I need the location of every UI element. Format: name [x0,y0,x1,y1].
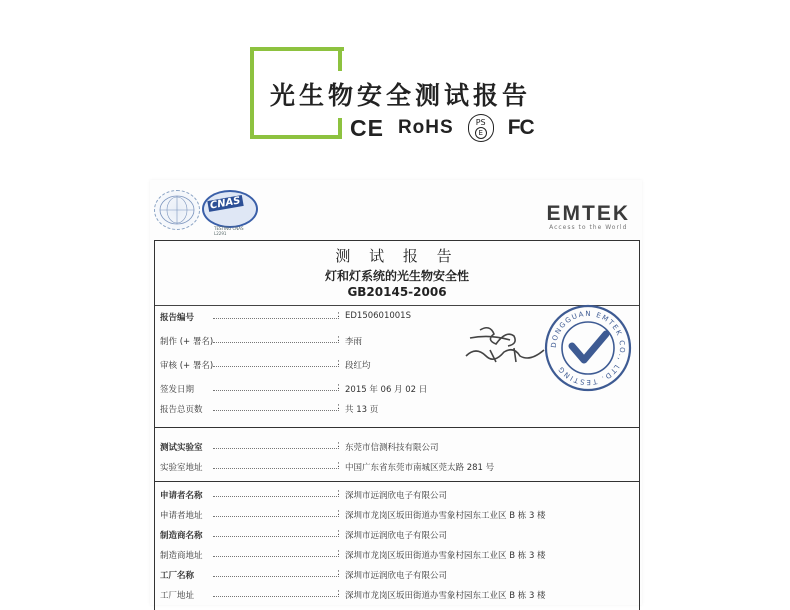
field-row: 申请者地址 : 深圳市龙岗区坂田街道办雪象村园东工业区 B 栋 3 楼 [160,508,546,521]
report-sheet [150,180,642,605]
field-row: 制作 (+ 署名) : 李雨 [160,334,363,347]
report-standard: GB20145-2006 [347,285,447,299]
field-row: 工厂地址 : 深圳市龙岗区坂田街道办雪象村园东工业区 B 栋 3 楼 [160,588,546,601]
section-divider [155,481,639,482]
report-subtitle: 灯和灯系统的光生物安全性 [324,269,469,283]
emtek-tagline: Access to the World [549,224,628,231]
field-row: 实验室地址 : 中国广东省东莞市南城区莞太路 281 号 [160,460,495,473]
field-row: 审核 (+ 署名) : 段红均 [160,358,371,371]
pse-mark-top: PS [475,117,486,127]
field-label: 工厂地址 [160,591,195,601]
field-value: 段红均 [345,361,371,371]
field-value: 东莞市信测科技有限公司 [345,443,439,453]
ilac-mra-logo-icon [154,190,200,230]
pse-mark-icon [468,114,494,142]
field-label: 制造商名称 [160,531,203,541]
field-label: 制造商地址 [160,551,203,561]
field-label: 申请者名称 [160,491,203,501]
bracket-edge-top [338,47,342,71]
field-value: 深圳市龙岗区坂田街道办雪象村园东工业区 B 栋 3 楼 [345,511,546,521]
company-seal-icon [542,302,634,394]
field-row: 签发日期 : 2015 年 06 月 02 日 [160,382,428,395]
field-row: 申请者名称 : 深圳市远润欣电子有限公司 [160,488,448,501]
field-row: 制造商地址 : 深圳市龙岗区坂田街道办雪象村园东工业区 B 栋 3 楼 [160,548,546,561]
field-label: 实验室地址 [160,463,203,473]
field-value: 深圳市龙岗区坂田街道办雪象村园东工业区 B 栋 3 楼 [345,591,546,601]
field-label: 审核 (+ 署名) [160,361,214,371]
cnas-logo-text: CNAS [209,195,242,212]
field-value: 深圳市龙岗区坂田街道办雪象村园东工业区 B 栋 3 楼 [345,551,546,561]
field-row: 报告总页数 : 共 13 页 [160,402,379,415]
emtek-logo [547,202,631,231]
field-label: 工厂名称 [160,571,195,581]
fc-mark-icon: FC [507,116,534,139]
rohs-mark-icon: RoHS [397,117,454,138]
report-title: 测 试 报 告 [335,247,459,265]
field-value: 深圳市远润欣电子有限公司 [345,571,448,581]
field-label: 测试实验室 [160,443,203,453]
banner-title: 光生物安全测试报告 [270,81,532,110]
field-label: 制作 (+ 署名) [160,337,214,347]
field-label: 报告总页数 [160,405,203,415]
bracket-edge-bottom [338,118,342,139]
field-value: 中国广东省东莞市南城区莞太路 281 号 [345,463,495,473]
seal-text: DONGGUAN EMTEK CO., LTD. TESTING [549,309,627,387]
field-label: 报告编号 [160,313,195,323]
field-value: 2015 年 06 月 02 日 [345,385,428,395]
field-row: 制造商名称 : 深圳市远润欣电子有限公司 [160,528,448,541]
cnas-logo-icon [202,190,256,236]
field-label: 签发日期 [160,385,195,395]
field-value: ED150601001S [345,311,411,321]
report-heading [155,241,639,306]
field-value: 李雨 [345,337,363,347]
report-form [154,240,640,610]
field-label: 申请者地址 [160,511,203,521]
field-value: 深圳市远润欣电子有限公司 [345,531,448,541]
emtek-brand: EMTEK [546,202,630,225]
pse-mark-bottom: E [475,127,487,139]
field-value: 共 13 页 [345,405,379,415]
ce-mark-icon: CE [350,114,384,141]
cnas-logo-sub: TESTING CNAS L2291 [214,226,244,236]
field-row: 测试实验室 : 东莞市信测科技有限公司 [160,440,439,453]
field-row: 工厂名称 : 深圳市远润欣电子有限公司 [160,568,448,581]
certification-marks [350,114,534,142]
field-value: 深圳市远润欣电子有限公司 [345,491,448,501]
section-divider [155,427,639,428]
field-row: 报告编号 : ED150601001S [160,310,411,323]
